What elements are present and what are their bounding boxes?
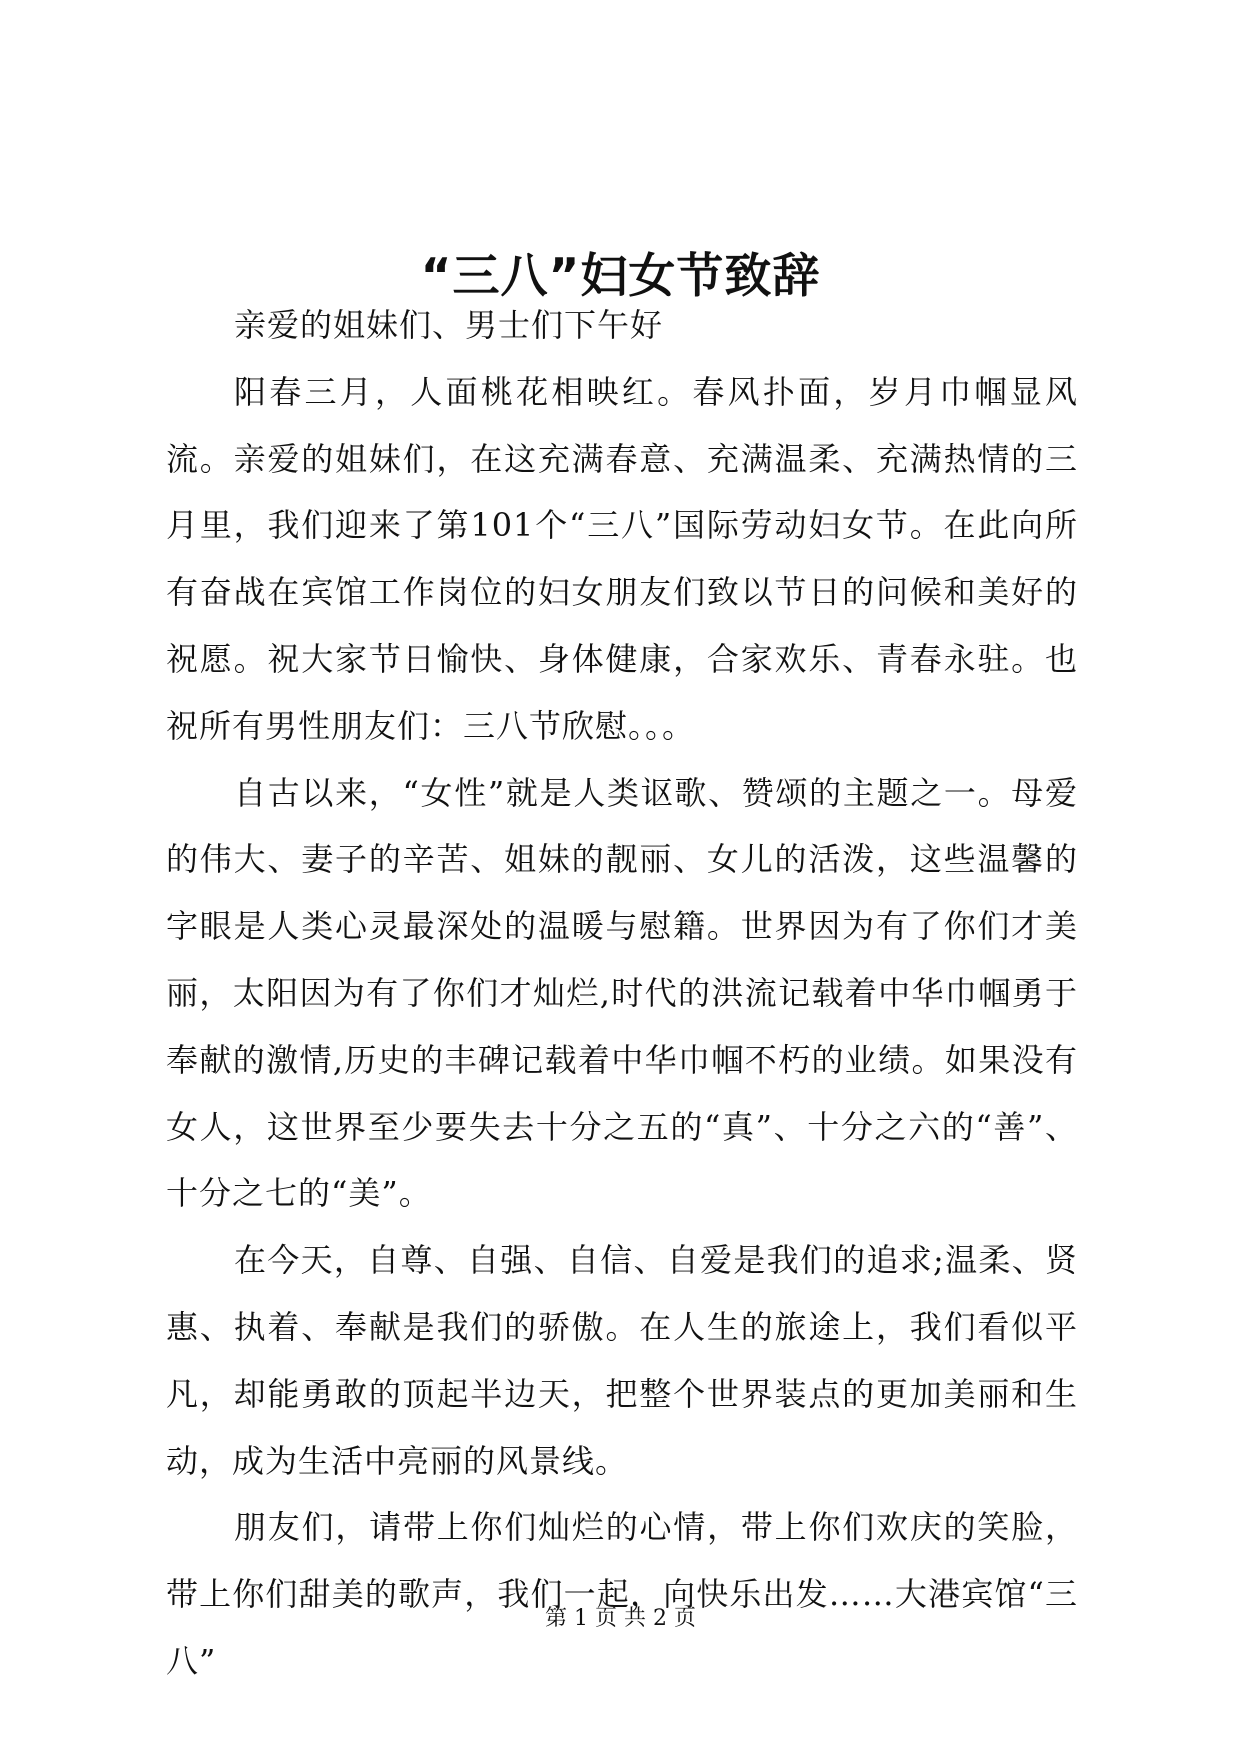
page-footer: 第 1 页 共 2 页 (545, 1606, 696, 1631)
document-body (166, 292, 1078, 1695)
document-title: “三八”妇女节致辞 (420, 249, 821, 305)
paragraph-spring: 阳春三月，人面桃花相映红。春风扑面，岁月巾帼显风流。亲爱的姐妹们，在这充满春意、充满温柔、充满热情的三月里，我们迎来了第101个“三八”国际劳动妇女节。在此向所有奋战在宾馆工作岗位的妇女朋友们致以节日的问候和美好的祝愿。祝大家节日愉快、身体健康，合家欢乐、青春永驻。也祝所有男性朋友们：三八节欣慰。。。 (166, 372, 1078, 745)
paragraph-greeting: 亲爱的姐妹们、男士们下午好 (234, 306, 664, 344)
paragraph-today: 在今天，自尊、自强、自信、自爱是我们的追求;温柔、贤惠、执着、奉献是我们的骄傲。在人生的旅途上，我们看似平凡，却能勇敢的顶起半边天，把整个世界装点的更加美丽和生动，成为生活中亮丽的风景线。 (166, 1241, 1078, 1480)
paragraph-women-praise: 自古以来，“女性”就是人类讴歌、赞颂的主题之一。母爱的伟大、妻子的辛苦、姐妹的靓丽、女儿的活泼，这些温馨的字眼是人类心灵最深处的温暖与慰籍。世界因为有了你们才美丽，太阳因为有了你们才灿烂,时代的洪流记载着中华巾帼勇于奉献的激情,历史的丰碑记载着中华巾帼不朽的业绩。如果没有女人，这世界至少要失去十分之五的“真”、十分之六的“善”、十分之七的“美”。 (166, 773, 1078, 1213)
paragraph-closing: 朋友们，请带上你们灿烂的心情，带上你们欢庆的笑脸，带上你们甜美的歌声，我们一起，向快乐出发……大港宾馆“三八” (166, 1508, 1078, 1680)
